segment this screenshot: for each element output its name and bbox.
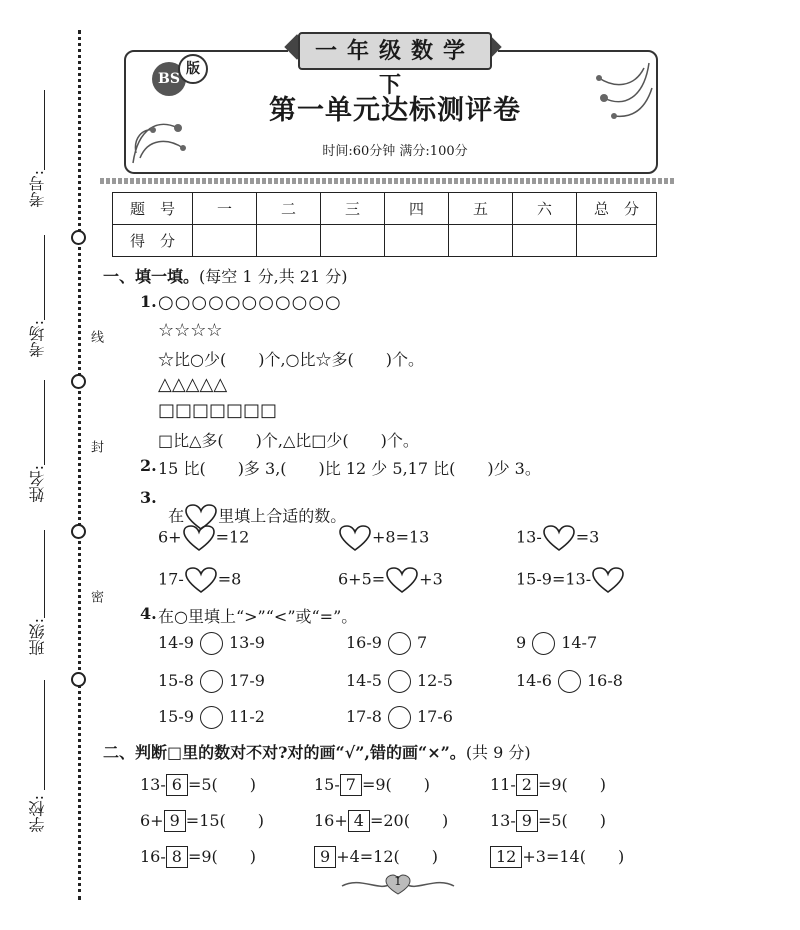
q4-right: 12-5: [416, 671, 453, 690]
judge-box: 12: [490, 846, 522, 868]
q1-compare-squares[interactable]: □比△多( )个,△比□少( )个。: [158, 431, 419, 450]
q3-post: =12: [215, 527, 250, 547]
score-table-header-row: [113, 193, 657, 225]
q4-comparison: [516, 670, 623, 693]
binding-word-feng: 封: [88, 440, 103, 453]
q4-comparison: [158, 670, 265, 693]
judge-pre: 13-: [490, 811, 516, 830]
judge-box: 9: [314, 846, 336, 868]
page-title: 第一单元达标测评卷: [269, 95, 521, 126]
compare-circle[interactable]: [200, 632, 223, 655]
q3-pre: 6+5=: [338, 569, 386, 589]
heart-icon[interactable]: [385, 566, 419, 594]
judge-pre: 16+: [314, 811, 348, 830]
grade-banner-text: 一年级数学下: [298, 32, 492, 70]
q4-left: 9: [516, 633, 527, 652]
judge-item[interactable]: [490, 844, 624, 868]
section1-heading: [103, 264, 347, 287]
compare-circle[interactable]: [200, 670, 223, 693]
q3-post: =3: [575, 527, 600, 547]
label-class: 班级:: [28, 618, 47, 656]
q4-left: 16-9: [346, 633, 382, 652]
judge-box: 4: [348, 810, 370, 832]
binding-hole: [71, 672, 86, 687]
q4-right: 13-9: [228, 633, 265, 652]
exam-time-score: 时间:60分钟 满分:100分: [322, 144, 468, 159]
score-header-cell: 一: [193, 193, 257, 225]
floral-ornament-right: [574, 58, 654, 168]
section2-note: (共 9 分): [465, 743, 531, 762]
judge-post: +4=12( ): [336, 847, 439, 866]
q4-right: 16-8: [586, 671, 623, 690]
judge-box: 9: [164, 810, 186, 832]
q3-equation: [516, 524, 599, 552]
judge-pre: 11-: [490, 775, 516, 794]
judge-pre: 13-: [140, 775, 166, 794]
q3-number: 3.: [140, 488, 157, 507]
score-header-cell: 总 分: [577, 193, 657, 225]
score-cell[interactable]: [449, 225, 513, 257]
compare-circle[interactable]: [532, 632, 555, 655]
q4-right: 11-2: [228, 707, 265, 726]
q4-right: 17-6: [416, 707, 453, 726]
score-table: [112, 192, 657, 257]
page-number: 1: [394, 874, 402, 888]
label-exam-room: 考场:: [28, 320, 47, 358]
score-header-cell: 六: [513, 193, 577, 225]
q2-number: 2.: [140, 456, 157, 475]
score-header-cell: 题 号: [113, 193, 193, 225]
score-cell[interactable]: [513, 225, 577, 257]
q3-post: =8: [217, 569, 242, 589]
q3-equation: [338, 524, 429, 552]
q4-comparison: [516, 632, 597, 655]
q1-stars: ☆☆☆☆: [158, 320, 223, 341]
q3-equation: [158, 524, 249, 552]
q4-right: 17-9: [228, 671, 265, 690]
q4-left: 15-8: [158, 671, 194, 690]
q3-post: +3: [419, 569, 443, 589]
judge-post: +3=14( ): [522, 847, 625, 866]
q4-number: 4.: [140, 604, 157, 623]
judge-box: 8: [166, 846, 188, 868]
judge-item[interactable]: [314, 808, 448, 832]
section1-title: 一、填一填。: [103, 267, 200, 286]
label-name: 姓名:: [28, 465, 47, 503]
score-header-cell: 三: [321, 193, 385, 225]
judge-pre: 15-: [314, 775, 340, 794]
score-header-cell: 五: [449, 193, 513, 225]
judge-post: =5( ): [537, 811, 607, 830]
judge-post: =5( ): [187, 775, 257, 794]
q3-post: +8=13: [372, 527, 430, 547]
judge-post: =9( ): [361, 775, 431, 794]
grade-banner: [288, 30, 498, 98]
compare-circle[interactable]: [200, 706, 223, 729]
q4-left: 14-6: [516, 671, 552, 690]
heart-icon[interactable]: [591, 566, 625, 594]
label-exam-number: 考号:: [28, 170, 47, 208]
q3-equation: [158, 566, 241, 594]
exam-number-line[interactable]: [44, 90, 45, 170]
compare-circle[interactable]: [558, 670, 581, 693]
compare-circle[interactable]: [388, 632, 411, 655]
judge-item[interactable]: [140, 772, 256, 796]
q2-text[interactable]: 15 比( )多 3,( )比 12 少 5,17 比( )少 3。: [158, 459, 541, 478]
score-header-cell: 四: [385, 193, 449, 225]
section2-heading: [103, 740, 531, 763]
judge-pre: 6+: [140, 811, 164, 830]
binding-hole: [71, 230, 86, 245]
q4-comparison: [346, 632, 427, 655]
judge-item[interactable]: [314, 844, 438, 868]
judge-box: 6: [166, 774, 188, 796]
q1-squares: □□□□□□□: [158, 400, 278, 421]
label-school: 学校:: [28, 795, 47, 833]
score-cell[interactable]: [193, 225, 257, 257]
name-line[interactable]: [44, 380, 45, 465]
score-cell[interactable]: [321, 225, 385, 257]
q4-left: 15-9: [158, 707, 194, 726]
q4-comparison: [158, 632, 265, 655]
q1-number: 1.: [140, 292, 157, 311]
score-cell[interactable]: [385, 225, 449, 257]
judge-pre: 16-: [140, 847, 166, 866]
binding-hole: [71, 374, 86, 389]
judge-box: 9: [516, 810, 538, 832]
q4-right: 7: [416, 633, 428, 652]
q4-comparison: [346, 706, 453, 729]
q3-pre: 在: [168, 506, 185, 526]
q4-left: 14-9: [158, 633, 194, 652]
binding-hole: [71, 524, 86, 539]
binding-word-xian: 线: [88, 330, 103, 343]
judge-box: 7: [340, 774, 362, 796]
q3-post: 里填上合适的数。: [218, 506, 347, 526]
q1-triangles: △△△△△: [158, 374, 228, 395]
score-row-label: 得 分: [113, 225, 193, 257]
q3-pre: 6+: [158, 527, 182, 547]
school-line[interactable]: [44, 680, 45, 790]
edition-badge: BS: [152, 62, 186, 96]
judge-post: =9( ): [187, 847, 257, 866]
q4-left: 14-5: [346, 671, 382, 690]
q3-equation: [338, 566, 443, 594]
q3-pre: 13-: [516, 527, 542, 547]
q1-compare-stars[interactable]: ☆比○少( )个,○比☆多( )个。: [158, 350, 424, 369]
judge-box: 2: [516, 774, 538, 796]
judge-post: =20( ): [369, 811, 449, 830]
page-footer: [340, 872, 456, 896]
score-header-cell: 二: [257, 193, 321, 225]
compare-circle[interactable]: [388, 706, 411, 729]
q3-pre: 15-9=13-: [516, 569, 592, 589]
class-line[interactable]: [44, 530, 45, 618]
section2-title: 二、判断□里的数对不对?对的画“√”,错的画“×”。: [103, 743, 466, 762]
q3-equation: [516, 566, 625, 594]
score-cell[interactable]: [257, 225, 321, 257]
judge-post: =15( ): [185, 811, 265, 830]
q4-comparison: [158, 706, 265, 729]
q4-right: 14-7: [561, 633, 598, 652]
q1-circles: ○○○○○○○○○○○: [158, 292, 342, 313]
judge-item[interactable]: [490, 808, 606, 832]
exam-room-line[interactable]: [44, 235, 45, 320]
binding-word-mi: 密: [88, 590, 103, 603]
q3-pre: 17-: [158, 569, 184, 589]
q4-comparison: [346, 670, 453, 693]
score-cell[interactable]: [577, 225, 657, 257]
section1-note: (每空 1 分,共 21 分): [199, 267, 348, 286]
q4-instruction: 在○里填上“>”“<”或“=”。: [158, 607, 358, 626]
judge-item[interactable]: [314, 772, 430, 796]
compare-circle[interactable]: [388, 670, 411, 693]
header-divider: [100, 178, 675, 184]
heart-icon[interactable]: [338, 524, 372, 552]
judge-post: =9( ): [537, 775, 607, 794]
score-table-score-row: [113, 225, 657, 257]
heart-icon[interactable]: [542, 524, 576, 552]
judge-item[interactable]: [490, 772, 606, 796]
q4-left: 17-8: [346, 707, 382, 726]
heart-icon[interactable]: [184, 566, 218, 594]
judge-item[interactable]: [140, 844, 256, 868]
binding-dotted-line: [78, 30, 81, 900]
judge-item[interactable]: [140, 808, 264, 832]
heart-icon[interactable]: [182, 524, 216, 552]
edition-badge-ban: 版: [178, 54, 208, 84]
